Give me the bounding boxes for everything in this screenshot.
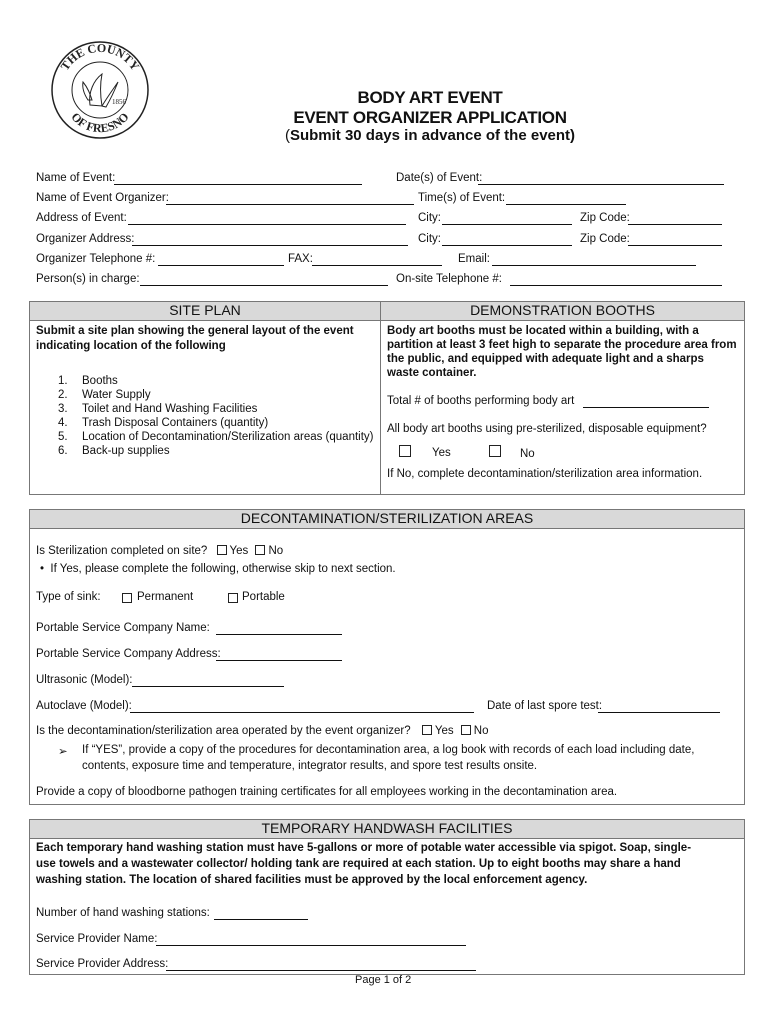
times-of-event-field[interactable] [506,204,626,205]
seal-year: 1856 [112,98,126,106]
provider-name-label: Service Provider Name: [36,933,158,945]
presterilized-question: All body art booths using pre-sterilized, disposable equipment? [387,423,707,435]
company-name-field[interactable] [216,634,342,635]
arrow-icon: ➢ [58,746,68,758]
decon-section [29,509,745,805]
form-title-line2: EVENT ORGANIZER APPLICATION [293,108,567,127]
form-subtitle: (Submit 30 days in advance of the event) [284,127,576,144]
site-plan-item-number: 6. [58,445,68,457]
organizer-phone-field[interactable] [158,265,284,266]
persons-in-charge-label: Person(s) in charge: [36,273,140,285]
handwash-section [29,819,745,975]
site-plan-item-number: 1. [58,375,68,387]
sterilization-onsite-row [36,545,283,557]
booth-total-field[interactable] [583,407,709,408]
zip2-label: Zip Code: [580,233,630,245]
onsite-yes-label: Yes [229,545,249,557]
onsite-no-label: No [268,545,284,557]
sterilization-onsite-question: Is Sterilization completed on site? [36,545,208,557]
dates-of-event-field[interactable] [478,184,724,185]
site-plan-item-number: 2. [58,389,68,401]
page-number: Page 1 of 2 [355,974,412,986]
name-of-event-field[interactable] [114,184,362,185]
bullet-icon: • [40,563,51,575]
email-label: Email: [458,253,490,265]
site-plan-item [58,445,374,459]
site-plan-item-text: Trash Disposal Containers (quantity) [82,417,269,429]
organizer-phone-label: Organizer Telephone #: [36,253,156,265]
city1-field[interactable] [442,224,572,225]
booth-total-label: Total # of booths performing body art [387,395,575,407]
site-plan-item-text: Water Supply [82,389,151,401]
operated-yes-label: Yes [434,725,454,737]
site-plan-item-text: Back-up supplies [82,445,170,457]
provider-name-field[interactable] [156,945,466,946]
site-plan-heading: SITE PLAN [30,302,380,321]
organizer-name-label: Name of Event Organizer: [36,192,169,204]
persons-in-charge-field[interactable] [140,285,388,286]
procedures-note-line2: contents, exposure time and temperature, integrator results, and spore test results onsite. [82,760,538,772]
onsite-no-checkbox[interactable] [255,545,265,555]
site-plan-item [58,431,374,445]
city1-label: City: [418,212,441,224]
section-divider [380,302,381,494]
address-of-event-field[interactable] [128,224,406,225]
site-plan-intro: Submit a site plan showing the general layout of the event indicating location of the following [36,325,354,352]
form-title-line1: BODY ART EVENT [357,88,503,107]
spore-test-label: Date of last spore test: [487,700,603,712]
site-plan-item-number: 5. [58,431,68,443]
autoclave-label: Autoclave (Model): [36,700,132,712]
onsite-yes-checkbox[interactable] [217,545,227,555]
booths-heading: DEMONSTRATION BOOTHS [381,302,744,321]
site-plan-item-text: Toilet and Hand Washing Facilities [82,403,258,415]
if-yes-bullet: • If Yes, please complete the following, otherwise skip to next section. [40,563,396,575]
ultrasonic-field[interactable] [132,686,284,687]
num-stations-field[interactable] [214,919,308,920]
sink-permanent-label: Permanent [137,591,194,603]
fax-field[interactable] [312,265,442,266]
zip1-field[interactable] [628,224,722,225]
zip2-field[interactable] [628,245,722,246]
operated-row [36,725,489,737]
num-stations-label: Number of hand washing stations: [36,907,210,919]
booths-intro: Body art booths must be located within a building, with a partition at least 3 feet high to separate the procedure area from the public, and equipped with adequate light and a sharps waste container. [387,325,737,379]
organizer-name-field[interactable] [166,204,414,205]
site-plan-item [58,417,374,431]
city2-label: City: [418,233,441,245]
seal-top-text: THE COUNTY [57,40,143,74]
site-plan-item [58,403,374,417]
provider-address-field[interactable] [166,970,476,971]
name-of-event-label: Name of Event: [36,172,116,184]
seal-bottom-text: OF FRESNO [68,109,132,136]
decon-heading: DECONTAMINATION/STERILIZATION AREAS [30,510,744,529]
bloodborne-note: Provide a copy of bloodborne pathogen training certificates for all employees working in the decontamination area. [36,786,618,798]
autoclave-field[interactable] [130,712,474,713]
site-plan-item-text: Location of Decontamination/Sterilization areas (quantity) [82,431,374,443]
svg-text:THE COUNTY [58,41,143,73]
dates-of-event-label: Date(s) of Event: [396,172,483,184]
sink-portable-label: Portable [242,591,285,603]
presterilized-yes-checkbox[interactable] [399,445,411,457]
zip1-label: Zip Code: [580,212,630,224]
site-plan-item [58,389,374,403]
operated-no-label: No [473,725,489,737]
ultrasonic-label: Ultrasonic (Model): [36,674,133,686]
company-address-label: Portable Service Company Address: [36,648,221,660]
spore-test-field[interactable] [598,712,720,713]
operated-no-checkbox[interactable] [461,725,471,735]
if-no-note: If No, complete decontamination/sterilization area information. [387,468,703,480]
site-plan-item-text: Booths [82,375,118,387]
county-seal-logo [50,40,150,140]
operated-question: Is the decontamination/sterilization area operated by the event organizer? [36,725,411,737]
sink-type-label: Type of sink: [36,591,101,603]
sink-portable-checkbox[interactable] [228,593,238,603]
onsite-phone-label: On-site Telephone #: [396,273,502,285]
organizer-address-label: Organizer Address: [36,233,135,245]
handwash-heading: TEMPORARY HANDWASH FACILITIES [30,820,744,839]
fax-label: FAX: [288,253,313,265]
site-plan-booths-section [29,301,745,495]
city2-field[interactable] [442,245,572,246]
operated-yes-checkbox[interactable] [422,725,432,735]
presterilized-yes-label: Yes [432,447,451,459]
presterilized-no-checkbox[interactable] [489,445,501,457]
provider-address-label: Service Provider Address: [36,958,169,970]
svg-text:OF FRESNO [68,110,131,136]
address-of-event-label: Address of Event: [36,212,127,224]
times-of-event-label: Time(s) of Event: [418,192,506,204]
email-field[interactable] [492,265,696,266]
site-plan-list [58,375,374,459]
company-name-label: Portable Service Company Name: [36,622,210,634]
site-plan-item-number: 4. [58,417,68,429]
site-plan-item [58,375,374,389]
presterilized-no-label: No [520,448,535,460]
procedures-note-line1: If “YES”, provide a copy of the procedures for decontamination area, a log book with records of each load including date, [82,744,695,756]
site-plan-item-number: 3. [58,403,68,415]
sink-permanent-checkbox[interactable] [122,593,132,603]
onsite-phone-field[interactable] [510,285,722,286]
organizer-address-field[interactable] [132,245,408,246]
handwash-intro: Each temporary hand washing station must have 5-gallons or more of potable water accessible via spigot. Soap, single- use towels and a wastewater collector/ holding tank are required at each station. Up to eight booths may share a hand washing station. The location of shared facilities must be approved by the local enforcement agency. [36,842,692,886]
company-address-field[interactable] [216,660,342,661]
